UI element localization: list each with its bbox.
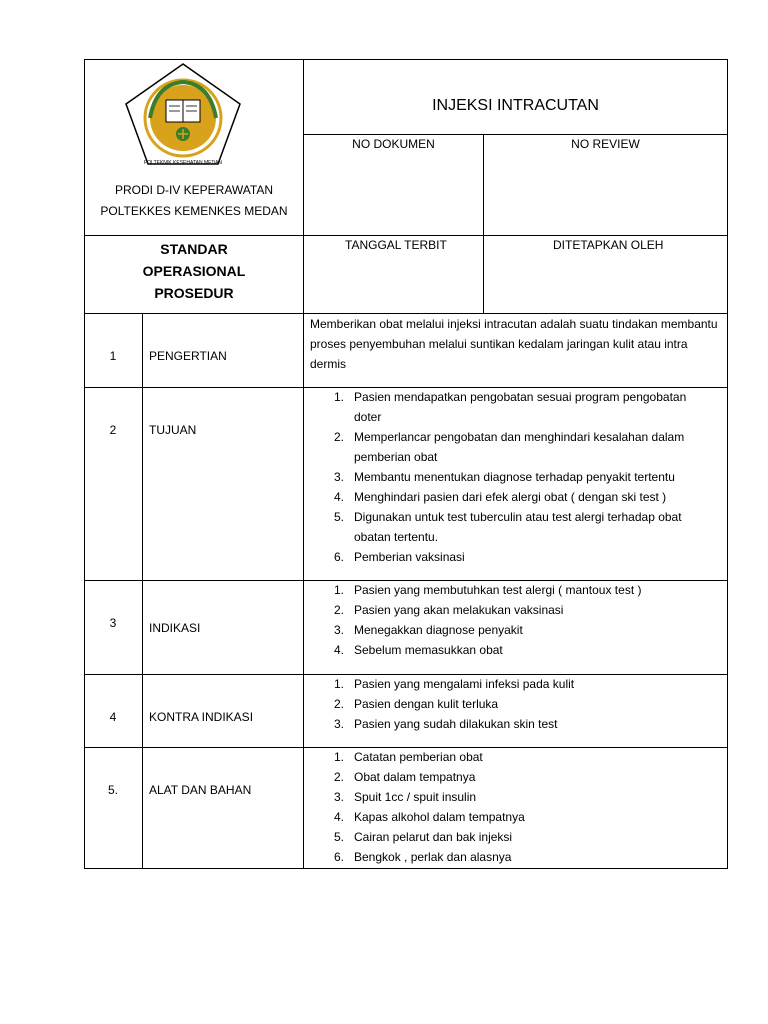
rule-top — [84, 59, 728, 60]
list-item: 1. Pasien yang mengalami infeksi pada kulit — [334, 677, 575, 691]
item-list — [310, 580, 710, 660]
row-number: 2 — [109, 423, 117, 437]
list-item: 2. Pasien yang akan melakukan vaksinasi — [334, 603, 564, 617]
sop-line2: OPERASIONAL — [142, 263, 246, 279]
item-list — [310, 747, 710, 867]
row-number: 4 — [109, 710, 117, 724]
row-number: 1 — [109, 349, 117, 363]
rule-num-col — [142, 313, 143, 869]
sop-line1: STANDAR — [160, 241, 228, 257]
rule-right — [727, 59, 728, 869]
list-item: 2. Pasien dengan kulit terluka — [334, 697, 499, 711]
row-number: 5. — [107, 783, 118, 797]
rule-header-mid — [84, 235, 728, 236]
rule-title-bottom — [303, 134, 728, 135]
rule-bottom — [84, 868, 728, 869]
rule-divider — [303, 59, 304, 869]
item-list — [310, 674, 710, 734]
rule-left — [84, 59, 85, 869]
list-item: 1. Catatan pemberian obat — [334, 750, 483, 764]
sop-line3: PROSEDUR — [154, 285, 234, 301]
no-review-label: NO REVIEW — [571, 137, 640, 151]
list-item: 5. Cairan pelarut dan bak injeksi — [334, 830, 513, 844]
ditetapkan-oleh-label: DITETAPKAN OLEH — [553, 238, 664, 252]
list-item: 1. Pasien yang membutuhkan test alergi ( mantoux test ) — [334, 583, 642, 597]
list-item: 3. Spuit 1cc / spuit insulin — [334, 790, 477, 804]
list-item: 4. Menghindari pasien dari efek alergi obat ( dengan ski test ) — [334, 490, 667, 504]
row-label: TUJUAN — [149, 423, 197, 437]
row-number: 3 — [109, 616, 117, 630]
tanggal-terbit-label: TANGGAL TERBIT — [345, 238, 447, 252]
list-item: 1. Pasien mendapatkan pengobatan sesuai program pengobatan doter — [334, 390, 687, 424]
list-item: 3. Pasien yang sudah dilakukan skin test — [334, 717, 558, 731]
row-label: INDIKASI — [149, 621, 201, 635]
row-label: PENGERTIAN — [149, 349, 227, 363]
logo-caption: POLTEKNIK KESEHATAN MEDAN — [143, 160, 223, 166]
list-item: 4. Kapas alkohol dalam tempatnya — [334, 810, 525, 824]
list-item: 6. Pemberian vaksinasi — [334, 550, 465, 564]
institution-line2: POLTEKKES KEMENKES MEDAN — [100, 204, 288, 218]
list-item: 2. Obat dalam tempatnya — [334, 770, 476, 784]
institution-line1: PRODI D-IV KEPERAWATAN — [114, 183, 273, 197]
list-item: 5. Digunakan untuk test tuberculin atau test alergi terhadap obat obatan tertentu. — [334, 510, 682, 544]
list-item: 4. Sebelum memasukkan obat — [334, 643, 503, 657]
list-item: 6. Bengkok , perlak dan alasnya — [334, 850, 512, 864]
row-label: ALAT DAN BAHAN — [149, 783, 252, 797]
institution-logo — [122, 62, 244, 170]
row-label: KONTRA INDIKASI — [149, 710, 254, 724]
rule-header-split — [483, 134, 484, 314]
no-dokumen-label: NO DOKUMEN — [352, 137, 435, 151]
item-list — [310, 387, 710, 567]
list-item: 3. Menegakkan diagnose penyakit — [334, 623, 523, 637]
list-item: 3. Membantu menentukan diagnose terhadap penyakit tertentu — [334, 470, 675, 484]
document-title: INJEKSI INTRACUTAN — [432, 97, 599, 114]
list-item: 2. Memperlancar pengobatan dan menghindari kesalahan dalam pemberian obat — [334, 430, 685, 464]
row-text: Memberikan obat melalui injeksi intracutan adalah suatu tindakan membantu proses penyembuhan melalui suntikan kedalam jaringan kulit atau intra dermis — [310, 317, 718, 371]
